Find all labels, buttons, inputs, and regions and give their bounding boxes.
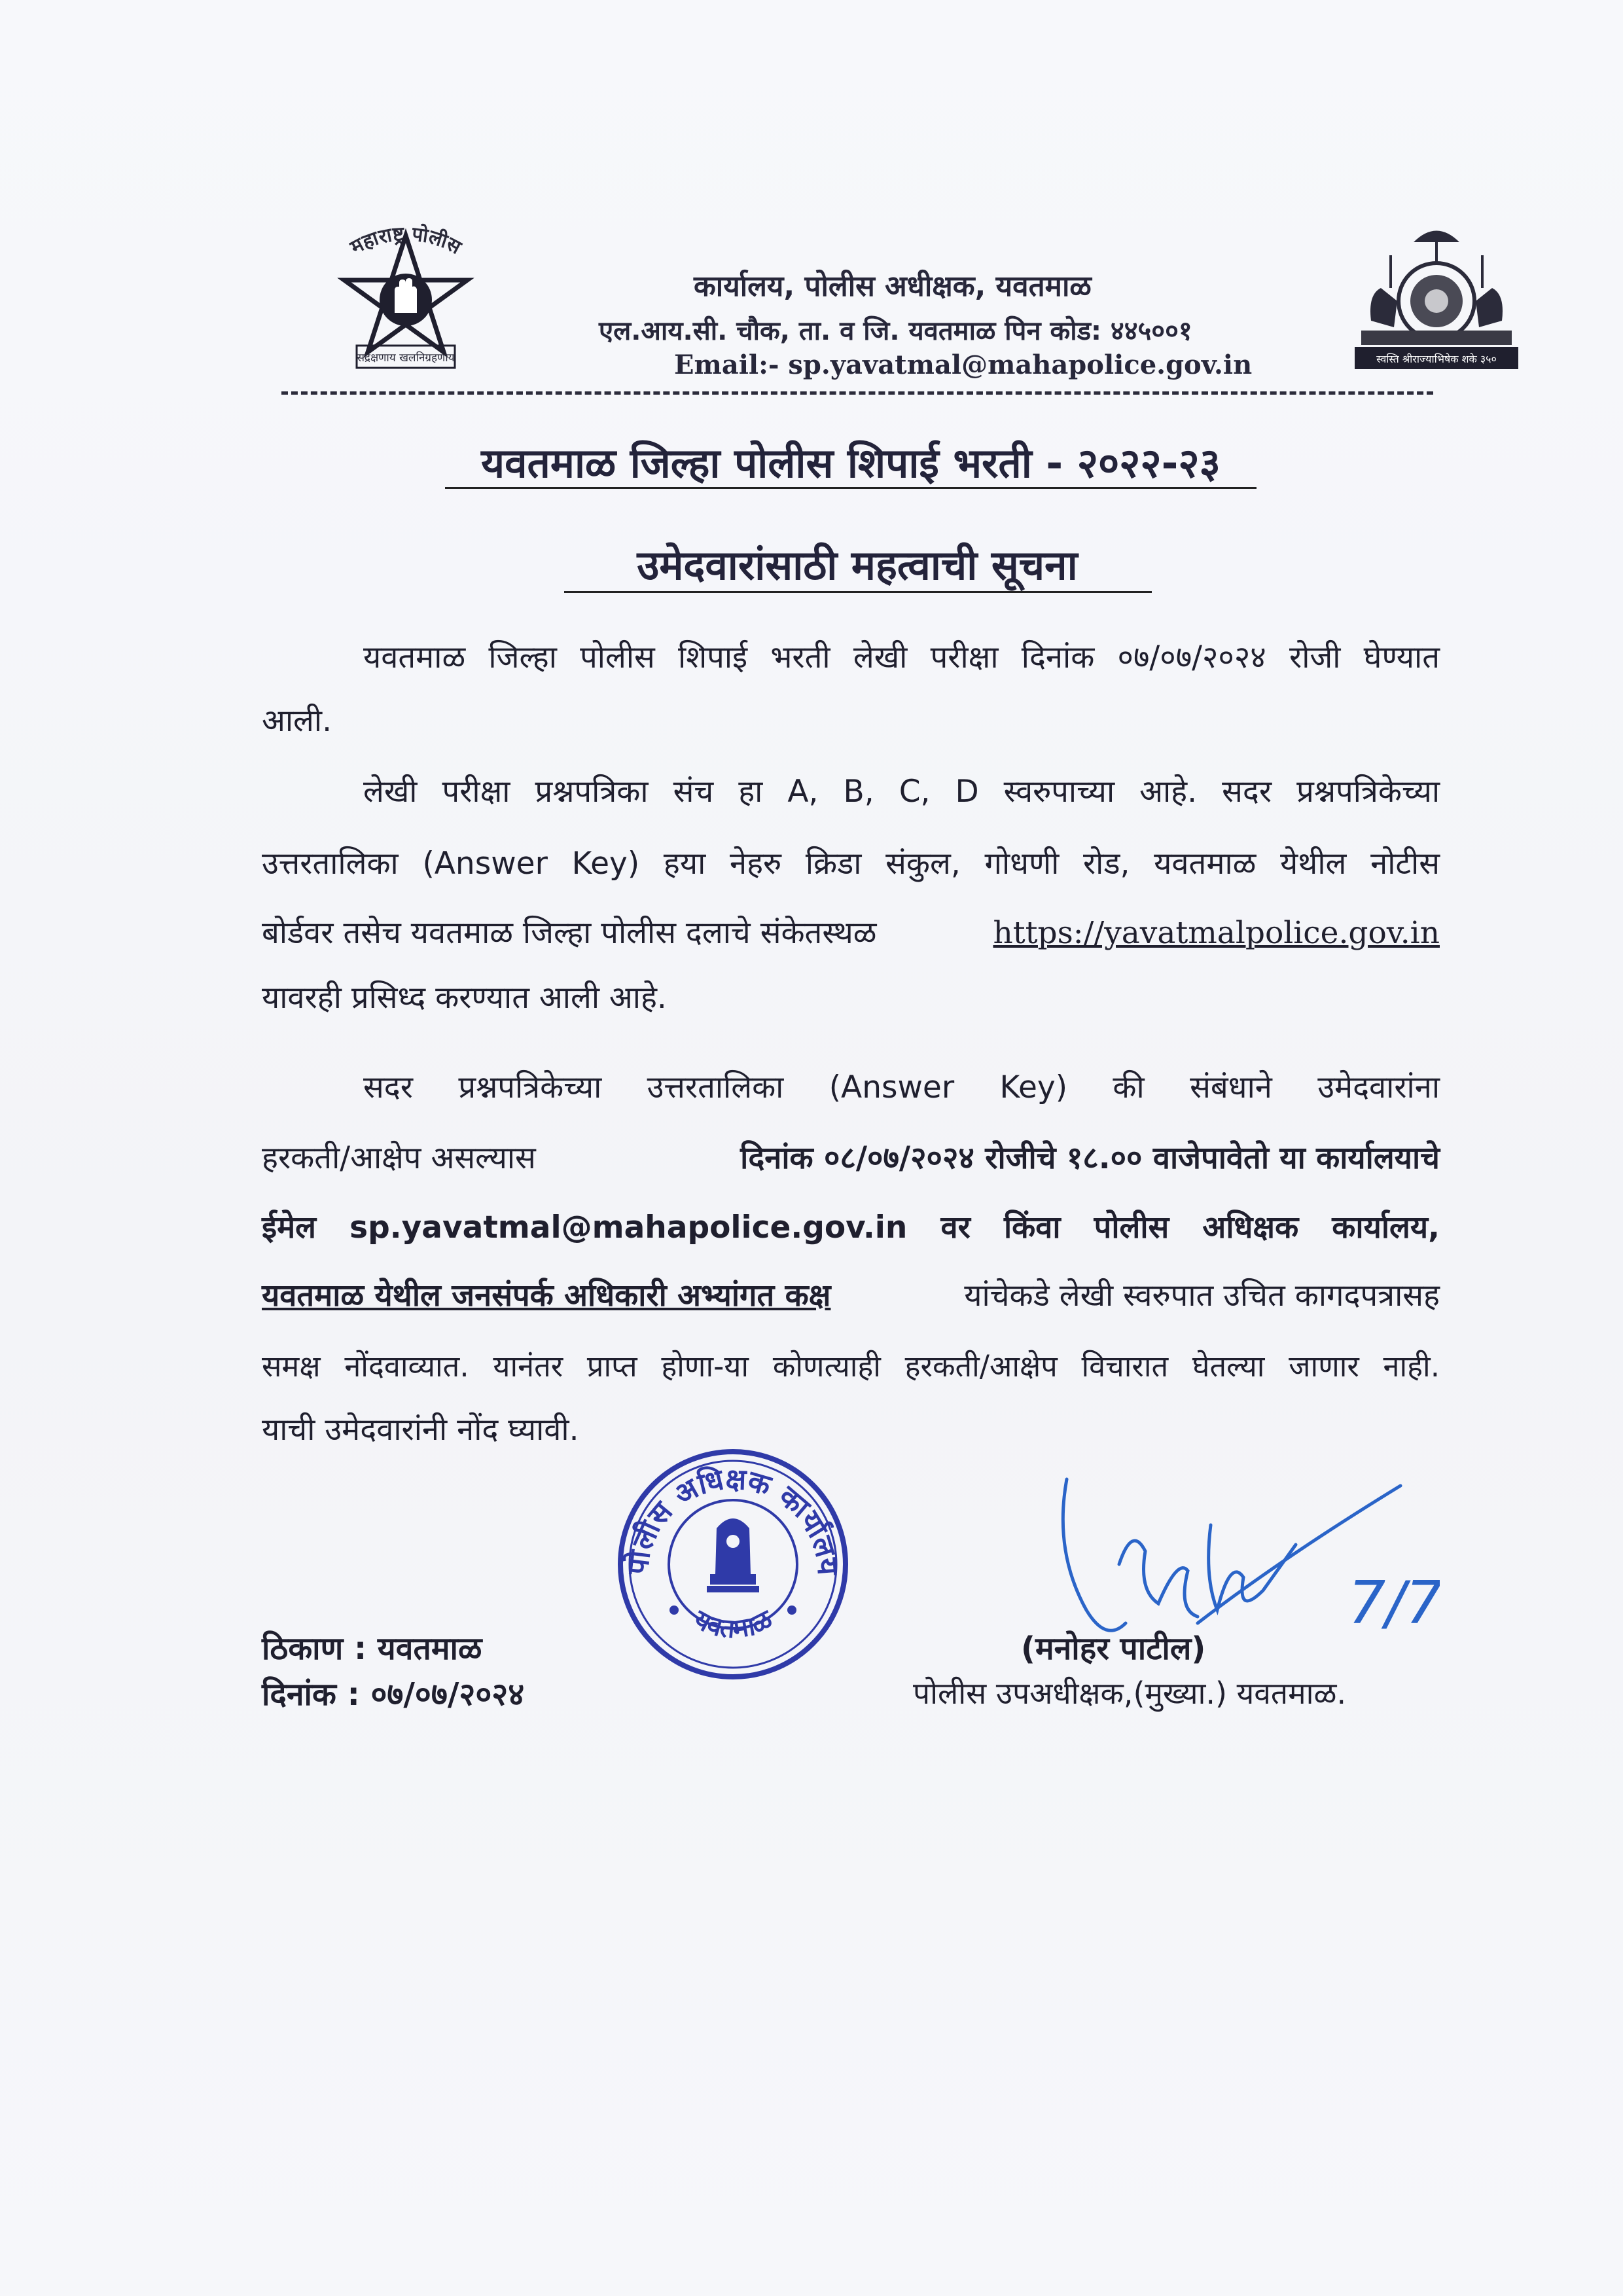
paragraph-3-line-1: सदर प्रश्नपत्रिकेच्या उत्तरतालिका (Answer Key) की संबंधाने उमेदवारांना (363, 1069, 1440, 1105)
date-label: दिनांक : ०७/०७/२०२४ (262, 1676, 525, 1713)
ashoka-emblem-icon (612, 1443, 854, 1685)
paragraph-3-line-4 (262, 1276, 1440, 1316)
paragraph-2-line-3 (262, 914, 1440, 953)
paragraph-3-line-2-text: हरकती/आक्षेप असल्यास (262, 1140, 536, 1176)
paragraph-3-line-2 (262, 1139, 1440, 1178)
signatory-name: (मनोहर पाटील) (1021, 1630, 1206, 1667)
svg-text:पोलीस अधिक्षक कार्यालय: पोलीस अधिक्षक कार्यालय (621, 1462, 845, 1577)
paragraph-3-line-4-text: यांचेकडे लेखी स्वरुपात उचित कागदपत्रासह (964, 1278, 1440, 1314)
notice-title: उमेदवारांसाठी महत्वाची सूचना (637, 541, 1078, 589)
notice-title-underline (564, 591, 1152, 593)
office-name: कार्यालय, पोलीस अधीक्षक, यवतमाळ (694, 270, 1092, 303)
paragraph-3-line-5: समक्ष नोंदवाव्यात. यानंतर प्राप्त होणा-या कोणत्याही हरकती/आक्षेप विचारात घेतल्या जाणार नाही. (262, 1349, 1440, 1384)
svg-text:महाराष्ट्र पोलीस: महाराष्ट्र पोलीस (346, 223, 465, 259)
office-location-text: यवतमाळ येथील जनसंपर्क अधिकारी अभ्यांगत कक्ष (262, 1278, 831, 1314)
recruitment-title: यवतमाळ जिल्हा पोलीस शिपाई भरती - २०२२-२३ (481, 439, 1221, 487)
deadline-text: दिनांक ०८/०७/२०२४ रोजीचे १८.०० वाजेपावेतो या कार्यालयाचे (740, 1140, 1440, 1176)
paragraph-2-line-2: उत्तरतालिका (Answer Key) हया नेहरु क्रिडा संकुल, गोधणी रोड, यवतमाळ येथील नोटीस (262, 846, 1440, 882)
paragraph-1-line-2: आली. (262, 703, 332, 739)
royal-seal-icon (1342, 216, 1531, 386)
maharashtra-police-logo (308, 223, 504, 373)
place-label: ठिकाण : यवतमाळ (262, 1630, 482, 1667)
office-email: Email:- sp.yavatmal@mahapolice.gov.in (674, 350, 1253, 380)
signatory-designation: पोलीस उपअधीक्षक,(मुख्या.) यवतमाळ. (913, 1676, 1347, 1711)
website-link[interactable]: https://yavatmalpolice.gov.in (993, 915, 1440, 951)
paragraph-1-line-1: यवतमाळ जिल्हा पोलीस शिपाई भरती लेखी परीक्षा दिनांक ०७/०७/२०२४ रोजी घेण्यात (363, 639, 1440, 675)
paragraph-2-line-3-text: बोर्डवर तसेच यवतमाळ जिल्हा पोलीस दलाचे संकेतस्थळ (262, 915, 877, 951)
svg-text:यवतमाळ: यवतमाळ (688, 1604, 777, 1645)
svg-text:7/7: 7/7 (1348, 1569, 1440, 1638)
recruitment-title-underline (445, 487, 1257, 489)
paragraph-3-line-6: याची उमेदवारांनी नोंद घ्यावी. (262, 1412, 579, 1448)
office-seal (612, 1443, 854, 1685)
police-star-icon (308, 223, 504, 373)
svg-text:सद्रक्षणाय खलनिग्रहणाय: सद्रक्षणाय खलनिग्रहणाय (357, 351, 455, 365)
paragraph-2-line-4: यावरही प्रसिध्द करण्यात आली आहे. (262, 980, 667, 1016)
state-emblem (1342, 216, 1531, 386)
svg-text:स्वस्ति श्रीराज्याभिषेक शके ३५: स्वस्ति श्रीराज्याभिषेक शके ३५० (1376, 353, 1497, 365)
paragraph-2-line-1: लेखी परीक्षा प्रश्नपत्रिका संच हा A, B, C, D स्वरुपाच्या आहे. सदर प्रश्नपत्रिकेच्या (363, 774, 1440, 810)
office-address: एल.आय.सी. चौक, ता. व जि. यवतमाळ पिन कोड: ४४५००१ (599, 316, 1192, 346)
paragraph-3-line-3: ईमेल sp.yavatmal@mahapolice.gov.in वर किंवा पोलीस अधिक्षक कार्यालय, (262, 1210, 1440, 1246)
header-separator (281, 391, 1433, 395)
